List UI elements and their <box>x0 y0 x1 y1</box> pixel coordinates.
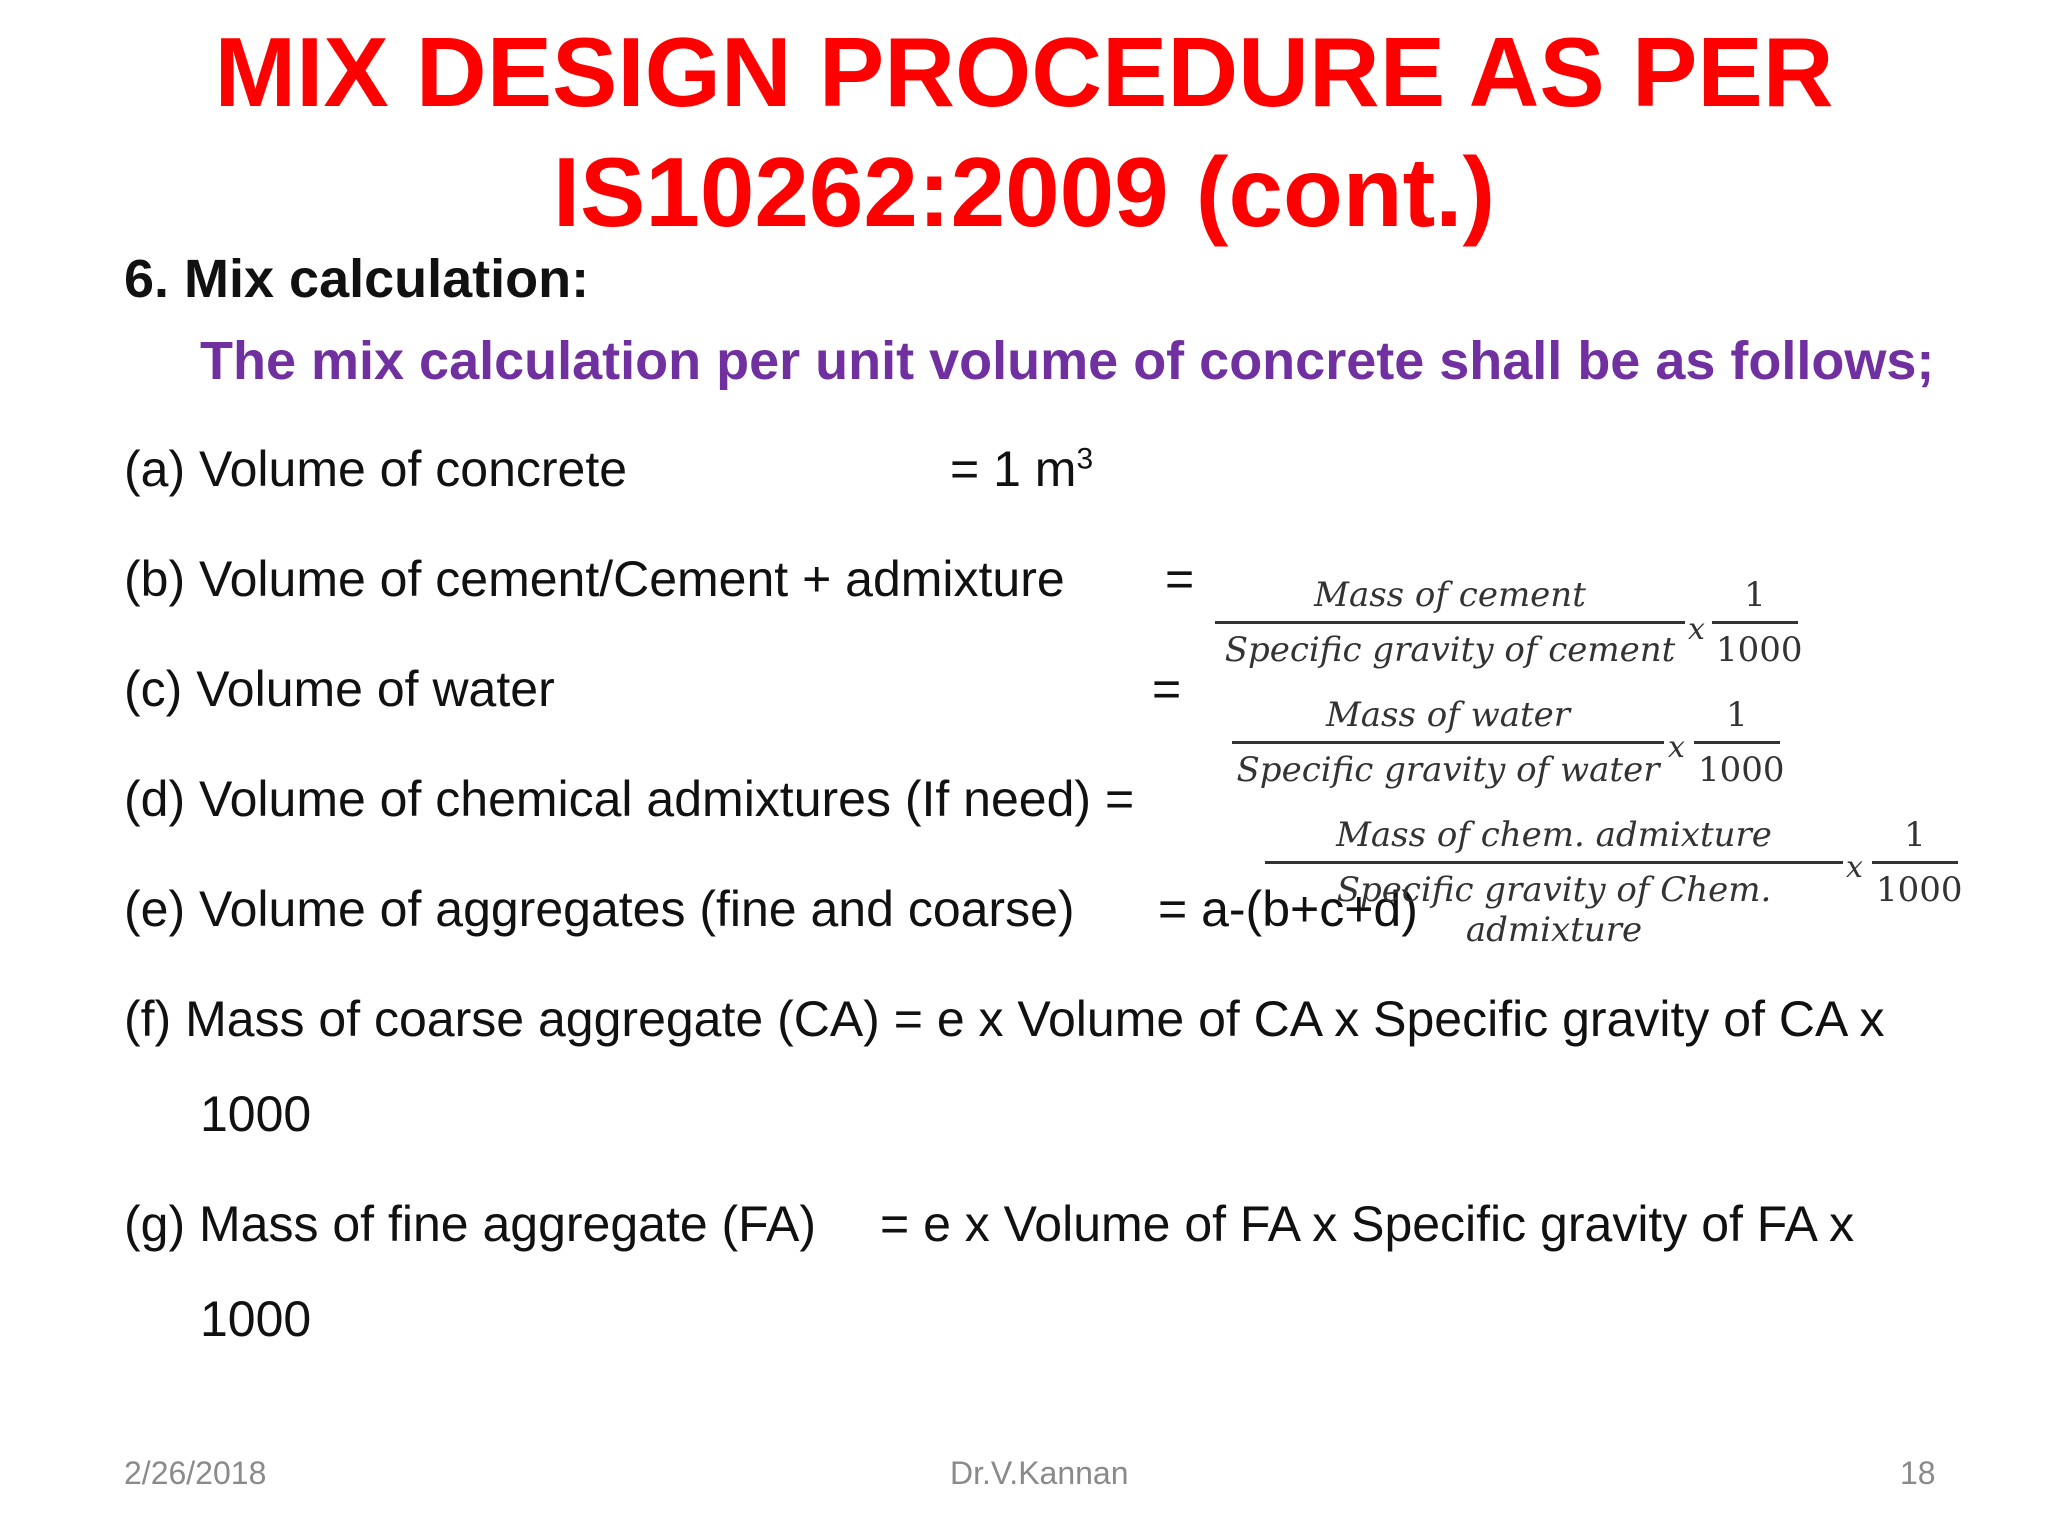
item-b-label: (b) Volume of cement/Cement + admixture <box>124 551 1065 607</box>
formula-chem-denominator: Specific gravity of Chem. admixture <box>1336 870 1772 950</box>
item-b-eq: = <box>1165 551 1195 607</box>
formula-cement-denominator-2: 1000 <box>1716 630 1803 670</box>
formula-cement-numerator-2: 1 <box>1712 575 1798 624</box>
item-g-label: (g) Mass of fine aggregate (FA) <box>124 1196 816 1252</box>
formula-water-fraction <box>1232 695 1664 790</box>
formula-chem-denominator-2: 1000 <box>1876 870 1963 910</box>
item-a-sup: 3 <box>1076 442 1094 476</box>
formula-water-denominator-2: 1000 <box>1698 750 1785 790</box>
item-e-label: (e) Volume of aggregates (fine and coarse) <box>124 881 1075 937</box>
slide-title-line-2: IS10262:2009 (cont.) <box>552 137 1496 247</box>
formula-cement-fraction <box>1215 575 1685 670</box>
item-e-eq: = a-(b+c+d) <box>1158 881 1418 937</box>
formula-water-times: x <box>1668 730 1685 765</box>
formula-cement-times: x <box>1688 612 1705 647</box>
footer-author: Dr.V.Kannan <box>950 1455 1129 1491</box>
item-g-line-2: 1000 <box>200 1291 312 1347</box>
formula-chem-numerator: Mass of chem. admixture <box>1265 815 1843 864</box>
item-c-eq: = <box>1152 661 1182 717</box>
section-heading: 6. Mix calculation: <box>124 249 590 309</box>
formula-chem-numerator-2: 1 <box>1872 815 1958 864</box>
item-f-line-2: 1000 <box>200 1086 312 1142</box>
formula-water-numerator-2: 1 <box>1694 695 1780 744</box>
formula-water-fraction-2 <box>1694 695 1785 790</box>
item-d-label: (d) Volume of chemical admixtures (If need) = <box>124 771 1135 827</box>
footer-page-number: 18 <box>1900 1455 1936 1491</box>
formula-chem-fraction-2 <box>1872 815 1963 910</box>
formula-water-numerator: Mass of water <box>1232 695 1664 744</box>
item-g-eq: = e x Volume of FA x Specific gravity of FA x <box>880 1196 1855 1252</box>
item-a-value <box>950 440 1093 498</box>
formula-water-denominator: Specific gravity of water <box>1236 750 1660 790</box>
formula-cement-fraction-2 <box>1712 575 1803 670</box>
item-c-label: (c) Volume of water <box>124 661 555 717</box>
slide-title-line-1: MIX DESIGN PROCEDURE AS PER <box>214 17 1834 127</box>
formula-chem-fraction <box>1265 815 1843 950</box>
section-subheading: The mix calculation per unit volume of concrete shall be as follows; <box>200 331 1935 391</box>
item-a-label: (a) Volume of concrete <box>124 441 628 497</box>
formula-cement-numerator: Mass of cement <box>1215 575 1685 624</box>
formula-chem-times: x <box>1846 850 1863 885</box>
item-a-eq: = 1 m <box>950 441 1077 497</box>
item-f-line-1: (f) Mass of coarse aggregate (CA) = e x Volume of CA x Specific gravity of CA x <box>124 991 1885 1047</box>
formula-cement-denominator: Specific gravity of cement <box>1224 630 1676 670</box>
footer-date: 2/26/2018 <box>124 1455 267 1491</box>
